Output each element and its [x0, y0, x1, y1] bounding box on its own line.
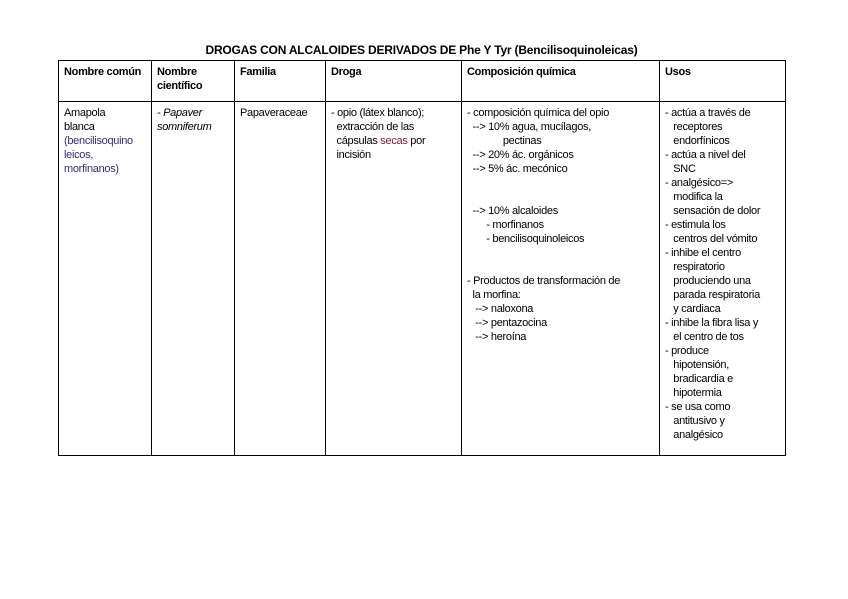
scientific-name-line: - Papaver [157, 107, 202, 119]
document-title: DROGAS CON ALCALOIDES DERIVADOS DE Phe Y Tyr (Bencilisoquinoleicas) [205, 43, 638, 57]
composition-line: --> naloxona [467, 303, 534, 315]
cell-scientific-name [152, 102, 235, 456]
drug-text: por [407, 135, 426, 147]
uses-line: el centro de tos [665, 331, 744, 343]
header-scientific-line: Nombre [157, 66, 197, 78]
composition-line: --> pentazocina [467, 317, 547, 329]
uses-line: sensación de dolor [665, 205, 761, 217]
composition-line: - composición química del opio [467, 107, 610, 119]
composition-line: pectinas [467, 135, 542, 147]
uses-line: - se usa como [665, 401, 731, 413]
drug-highlight: secas [380, 135, 408, 147]
uses-line: centros del vómito [665, 233, 758, 245]
cell-composition [462, 102, 660, 456]
spacer [467, 260, 654, 274]
spacer [467, 176, 654, 190]
uses-line: - analgésico=> [665, 177, 733, 189]
composition-line: --> heroína [467, 331, 527, 343]
uses-line: - produce [665, 345, 709, 357]
header-composition: Composición química [462, 61, 660, 102]
spacer [467, 190, 654, 204]
scientific-name-line: somniferum [157, 121, 212, 133]
header-drug: Droga [326, 61, 462, 102]
drug-text: cápsulas [331, 135, 381, 147]
drug-line: extracción de las [331, 121, 414, 133]
uses-line: antitusivo y [665, 415, 725, 427]
composition-line: --> 5% ác. mecónico [467, 163, 568, 175]
uses-line: - inhibe el centro [665, 247, 741, 259]
common-name-note: leicos, [64, 149, 94, 161]
composition-line: - bencilisoquinoleicos [467, 233, 585, 245]
composition-line: --> 10% agua, mucílagos, [467, 121, 591, 133]
common-name-note: (bencilisoquino [64, 135, 133, 147]
header-scientific-line: científico [157, 80, 203, 92]
uses-line: y cardiaca [665, 303, 721, 315]
uses-line: parada respiratoria [665, 289, 760, 301]
common-name-note: morfinanos) [64, 163, 119, 175]
composition-line: - Productos de transformación de [467, 275, 621, 287]
uses-line: respiratorio [665, 261, 725, 273]
header-family: Familia [235, 61, 326, 102]
uses-line: receptores [665, 121, 723, 133]
uses-line: SNC [665, 163, 696, 175]
uses-line: - estimula los [665, 219, 726, 231]
uses-line: bradicardia e [665, 373, 733, 385]
header-scientific-name [152, 61, 235, 102]
table-row [59, 102, 786, 456]
uses-line: - actúa a nivel del [665, 149, 746, 161]
header-row [59, 61, 786, 102]
uses-line: - inhibe la fibra lisa y [665, 317, 759, 329]
drug-line [331, 134, 456, 148]
spacer [467, 246, 654, 260]
cell-uses [660, 102, 786, 456]
uses-line: hipotensión, [665, 359, 729, 371]
common-name-line: blanca [64, 121, 95, 133]
common-name-line: Amapola [64, 107, 106, 119]
cell-common-name [59, 102, 152, 456]
composition-line: --> 20% ác. orgánicos [467, 149, 574, 161]
uses-line: - actúa a través de [665, 107, 751, 119]
drug-line: - opio (látex blanco); [331, 107, 425, 119]
composition-line: la morfina: [467, 289, 521, 301]
drug-table [58, 60, 786, 456]
uses-line: produciendo una [665, 275, 751, 287]
cell-drug [326, 102, 462, 456]
cell-family: Papaveraceae [235, 102, 326, 456]
composition-line: --> 10% alcaloides [467, 205, 558, 217]
composition-line: - morfinanos [467, 219, 544, 231]
header-common-name: Nombre común [59, 61, 152, 102]
uses-line: endorfínicos [665, 135, 730, 147]
drug-line: incisión [331, 149, 371, 161]
uses-line: hipotermia [665, 387, 722, 399]
uses-line: analgésico [665, 429, 723, 441]
uses-line: modifica la [665, 191, 723, 203]
header-uses: Usos [660, 61, 786, 102]
